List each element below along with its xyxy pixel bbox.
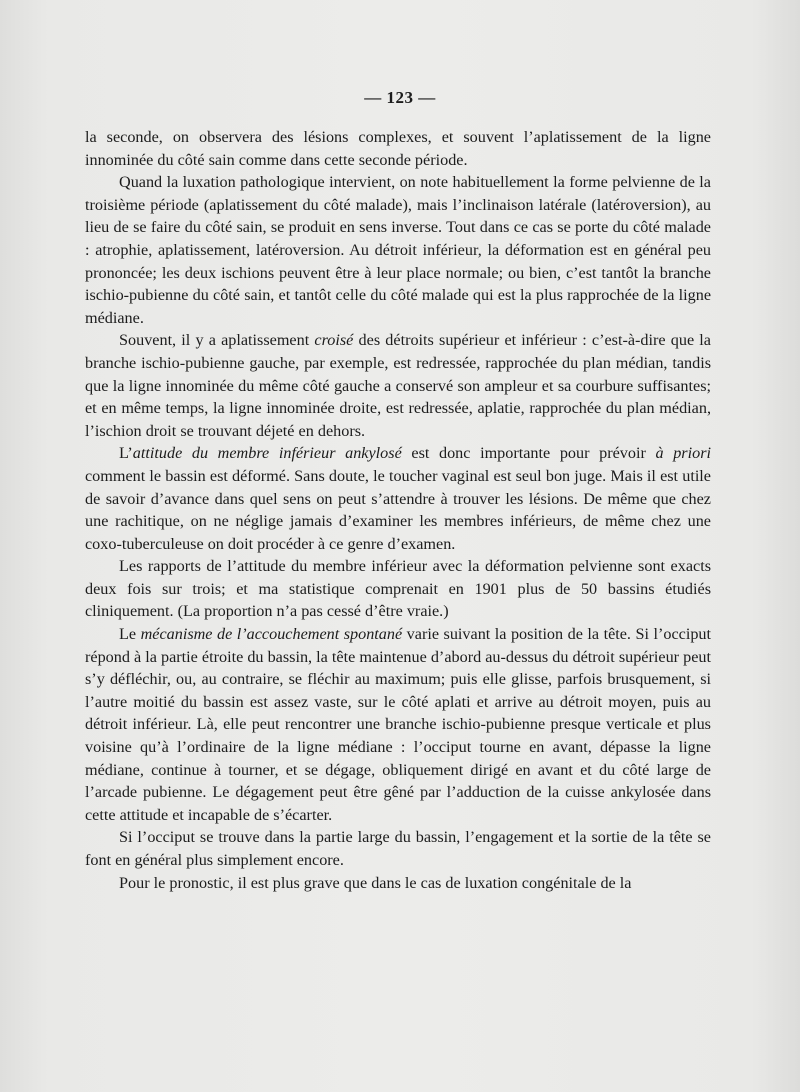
text-segment: Pour le pronostic, il est plus grave que dans le cas de luxation congénitale de la bbox=[119, 873, 632, 892]
paragraph bbox=[85, 623, 711, 826]
text-segment: la seconde, on observera des lésions complexes, et souvent l’aplatissement de la ligne innominée du côté sain comme dans cette seconde période. bbox=[85, 128, 711, 169]
paragraph bbox=[85, 442, 711, 555]
text-segment: est donc importante pour prévoir bbox=[401, 444, 656, 463]
paragraph bbox=[85, 171, 711, 329]
text-segment: Le bbox=[119, 625, 141, 644]
paragraph bbox=[85, 329, 711, 442]
italic-text: mécanisme de l’accouchement spontané bbox=[140, 625, 403, 644]
text-segment: comment le bassin est déformé. Sans doute, le toucher vaginal est seul bon juge. Mais il est utile de savoir d’avance dans quel sens on peut s’attendre à trouver les lésions. De même que chez une rachitique, on ne néglige jamais d’examiner les membres inférieurs, de même chez une coxo-tuberculeuse on doit procéder à ce genre d’examen. bbox=[85, 466, 711, 553]
text-segment: Les rapports de l’attitude du membre inférieur avec la déformation pelvienne sont exacts deux fois sur trois; et ma statistique comprenait en 1901 plus de 50 bassins étudiés cliniquement. (La proportion n’a pas cessé d’être vraie.) bbox=[85, 557, 711, 621]
text-segment: L’ bbox=[119, 444, 133, 463]
paragraph bbox=[85, 555, 711, 623]
paragraph bbox=[85, 826, 711, 871]
body-text bbox=[85, 126, 711, 894]
italic-text: à priori bbox=[655, 444, 711, 463]
italic-text: croisé bbox=[314, 331, 354, 350]
text-segment: Souvent, il y a aplatissement bbox=[119, 331, 315, 350]
text-segment: Quand la luxation pathologique intervient, on note habituellement la forme pelvienne de la troisième période (aplatissement du côté malade), mais l’inclinaison latérale (latéroversion), au lieu de se faire du côté sain, se produit en sens inverse. Tout dans ce cas se porte du côté malade : atrophie, aplatissement, latéroversion. Au détroit inférieur, la déformation est en général peu prononcée; les deux ischions peuvent être à leur place normale; ou bien, c’est tantôt la branche ischio-pubienne du côté sain, et tantôt celle du côté malade qui est la plus rapprochée de la ligne médiane. bbox=[85, 173, 711, 327]
italic-text: attitude du membre inférieur ankylosé bbox=[132, 444, 402, 463]
page-number: — 123 — bbox=[364, 88, 436, 107]
text-segment: Si l’occiput se trouve dans la partie large du bassin, l’engagement et la sortie de la tête se font en général plus simplement encore. bbox=[85, 828, 711, 869]
paragraph bbox=[85, 872, 711, 895]
text-segment: des détroits supérieur et inférieur : c’est-à-dire que la branche ischio-pubienne gauche, par exemple, est redressée, rapprochée du plan médian, tandis que la ligne innominée du même côté gauche a conservé son ampleur et sa courbure suffisantes; et en même temps, la ligne innominée droite, est redressée, aplatie, rapprochée du plan médian, l’ischion droit se trouvant déjeté en dehors. bbox=[85, 331, 711, 440]
paragraph bbox=[85, 126, 711, 171]
text-segment: varie suivant la position de la tête. Si l’occiput répond à la partie étroite du bassin, la tête maintenue d’abord au-dessus du détroit supérieur peut s’y défléchir, ou, au contraire, se fléchir au maximum; puis elle glisse, parfois brusquement, si l’autre moitié du bassin est assez vaste, sur le côté aplati et arrive au détroit moyen, puis au détroit inférieur. Là, elle peut rencontrer une branche ischio-pubienne presque verticale et plus voisine qu’à l’ordinaire de la ligne médiane : l’occiput tourne en avant, dépasse la ligne médiane, continue à tourner, et se dégage, obliquement dirigé en avant et du côté large de l’arcade pubienne. Le dégagement peut être gêné par l’adduction de la cuisse ankylosée dans cette attitude et incapable de s’écarter. bbox=[85, 625, 711, 824]
